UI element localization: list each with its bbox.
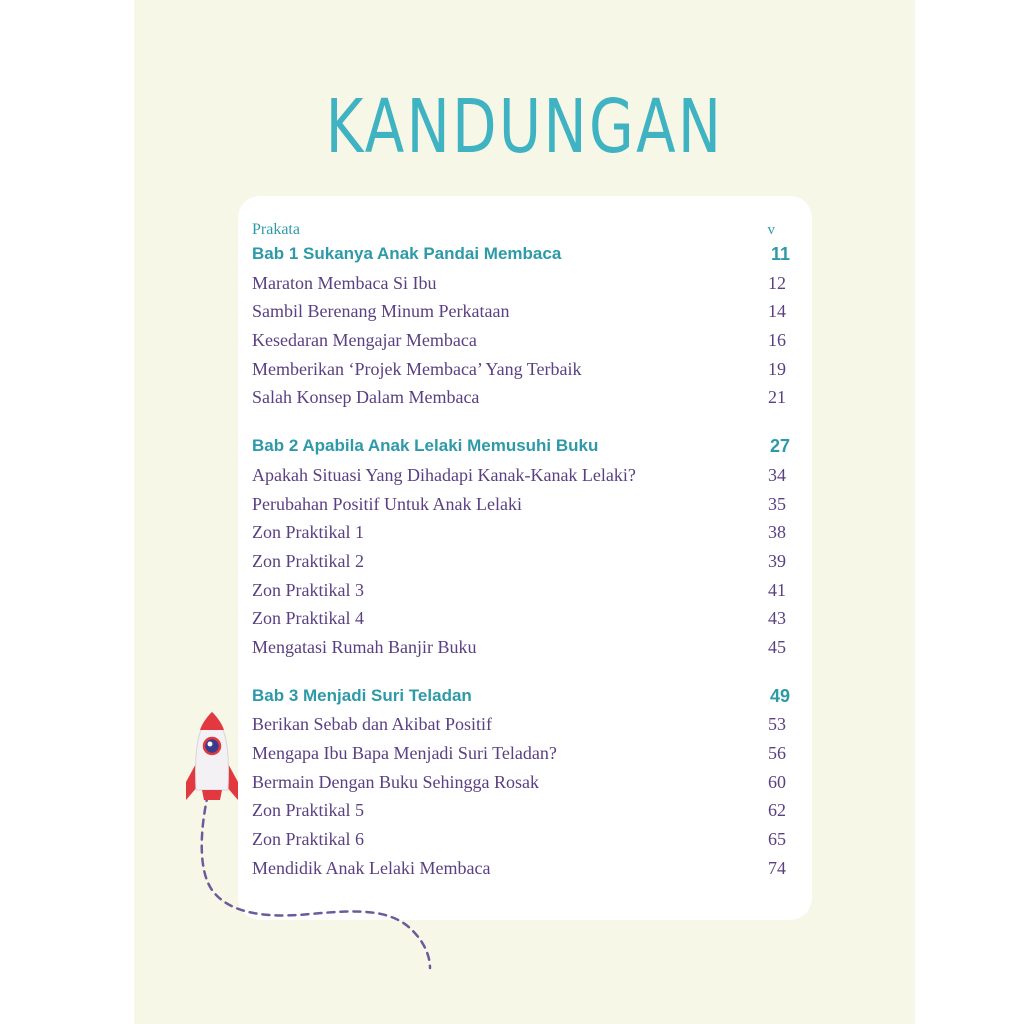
chapter-title: Bab 1 Sukanya Anak Pandai Membaca xyxy=(252,244,562,263)
entry-title: Mengatasi Rumah Banjir Buku xyxy=(252,636,477,657)
table-of-contents xyxy=(252,220,792,882)
entry-page: 74 xyxy=(768,857,786,878)
entry-page: 39 xyxy=(768,550,786,571)
toc-entry xyxy=(252,326,792,355)
entry-title: Mengapa Ibu Bapa Menjadi Suri Teladan? xyxy=(252,743,557,763)
dashed-trail xyxy=(190,790,450,980)
toc-prakata-page: v xyxy=(767,222,775,238)
chapter-title: Bab 3 Menjadi Suri Teladan xyxy=(252,685,472,705)
entry-page: 56 xyxy=(768,743,786,763)
entry-title: Sambil Berenang Minum Perkataan xyxy=(252,301,510,322)
chapter-page: 11 xyxy=(770,244,790,264)
entry-title: Apakah Situasi Yang Dihadapi Kanak-Kanak Lelaki? xyxy=(252,464,636,485)
entry-page: 60 xyxy=(768,771,786,792)
toc-entry xyxy=(252,576,792,605)
entry-title: Mendidik Anak Lelaki Membaca xyxy=(252,857,491,878)
entry-page: 62 xyxy=(768,800,786,821)
chapter-heading xyxy=(252,682,792,711)
entry-title: Bermain Dengan Buku Sehingga Rosak xyxy=(252,771,539,792)
entry-page: 21 xyxy=(768,387,786,408)
entry-page: 34 xyxy=(768,464,786,485)
entry-page: 35 xyxy=(768,493,786,514)
entry-title: Zon Praktikal 6 xyxy=(252,829,364,850)
entry-page: 19 xyxy=(768,358,786,379)
chapter-title: Bab 2 Apabila Anak Lelaki Memusuhi Buku xyxy=(252,436,599,456)
toc-entry xyxy=(252,633,792,662)
toc-entry xyxy=(252,710,792,739)
toc-entry xyxy=(252,461,792,490)
chapter-heading xyxy=(252,432,792,461)
entry-title: Berikan Sebab dan Akibat Positif xyxy=(252,714,492,735)
section-gap xyxy=(252,662,792,682)
entry-page: 16 xyxy=(768,330,786,351)
page-title: KANDUNGAN xyxy=(325,84,724,170)
entry-page: 38 xyxy=(768,522,786,543)
entry-title: Memberikan ‘Projek Membaca’ Yang Terbaik xyxy=(252,358,582,379)
entry-page: 14 xyxy=(768,301,786,322)
toc-prakata xyxy=(252,220,792,240)
toc-entry xyxy=(252,604,792,633)
toc-entry xyxy=(252,297,792,326)
entry-title: Kesedaran Mengajar Membaca xyxy=(252,330,477,351)
entry-title: Salah Konsep Dalam Membaca xyxy=(252,387,480,408)
entry-page: 65 xyxy=(768,829,786,850)
chapter-page: 27 xyxy=(769,436,790,457)
toc-entry xyxy=(252,518,792,547)
entry-page: 41 xyxy=(768,579,786,600)
toc-entry xyxy=(252,383,792,412)
toc-entry xyxy=(252,547,792,576)
entry-title: Zon Praktikal 4 xyxy=(252,608,364,629)
entry-page: 43 xyxy=(768,608,786,629)
entry-page: 12 xyxy=(768,272,786,293)
toc-entry xyxy=(252,739,792,768)
entry-title: Zon Praktikal 1 xyxy=(252,522,364,543)
entry-page: 45 xyxy=(768,636,786,657)
entry-page: 53 xyxy=(768,714,786,735)
toc-entry xyxy=(252,490,792,519)
chapter-heading xyxy=(252,240,792,269)
rocket-icon xyxy=(180,708,244,808)
chapter-page: 49 xyxy=(769,685,790,706)
toc-entry xyxy=(252,269,792,298)
toc-entry xyxy=(252,355,792,384)
entry-title: Zon Praktikal 2 xyxy=(252,550,364,571)
toc-prakata-label: Prakata xyxy=(252,221,300,238)
entry-title: Maraton Membaca Si Ibu xyxy=(252,272,437,293)
entry-title: Zon Praktikal 5 xyxy=(252,800,364,821)
entry-title: Zon Praktikal 3 xyxy=(252,579,364,600)
entry-title: Perubahan Positif Untuk Anak Lelaki xyxy=(252,493,522,514)
section-gap xyxy=(252,412,792,432)
